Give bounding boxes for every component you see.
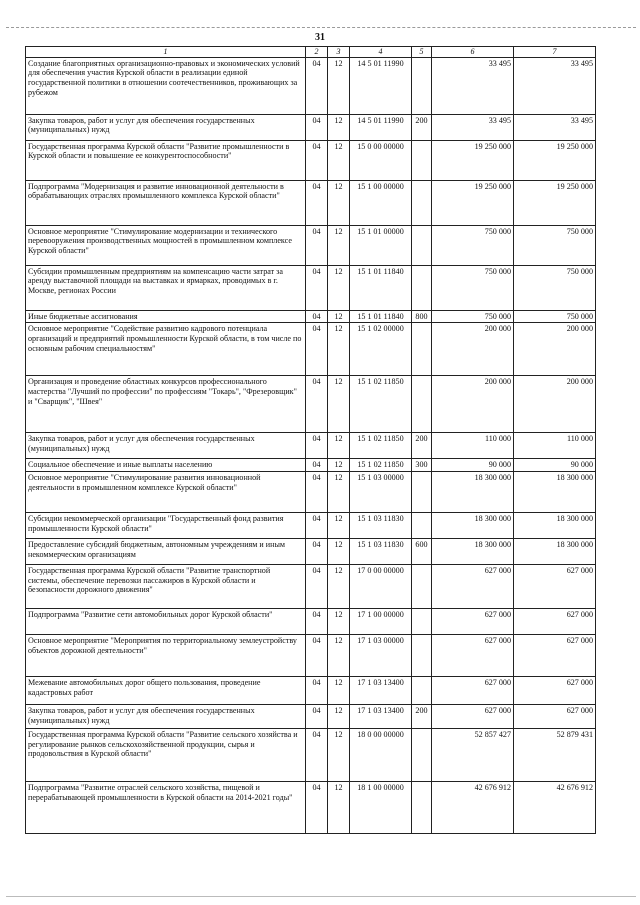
cell-subsection: 12 bbox=[328, 323, 350, 376]
cell-section: 04 bbox=[306, 180, 328, 225]
cell-target-article: 17 1 00 00000 bbox=[350, 609, 412, 635]
cell-sum-year2: 33 495 bbox=[514, 57, 596, 114]
cell-name: Основное мероприятие "Содействие развитию кадрового потенциала организаций и предприятий промышленности Курской области, в том числе по основным рабочим специальностям" bbox=[26, 323, 306, 376]
cell-section: 04 bbox=[306, 310, 328, 323]
cell-sum-year2: 200 000 bbox=[514, 376, 596, 433]
cell-target-article: 18 1 00 00000 bbox=[350, 782, 412, 834]
table-row bbox=[26, 323, 596, 376]
cell-section: 04 bbox=[306, 539, 328, 565]
table-row bbox=[26, 57, 596, 114]
col-header-name: 1 bbox=[26, 47, 306, 58]
cell-name: Государственная программа Курской области "Развитие сельского хозяйства и регулирование рынков сельскохозяйственной продукции, сырья и продовольствия в Курской области" bbox=[26, 729, 306, 782]
cell-sum-year2: 627 000 bbox=[514, 635, 596, 677]
table-row bbox=[26, 310, 596, 323]
cell-subsection: 12 bbox=[328, 310, 350, 323]
cell-expense-type bbox=[412, 472, 432, 513]
table-row bbox=[26, 609, 596, 635]
cell-section: 04 bbox=[306, 114, 328, 140]
cell-sum-year2: 750 000 bbox=[514, 310, 596, 323]
cell-subsection: 12 bbox=[328, 513, 350, 539]
cell-sum-year1: 750 000 bbox=[432, 265, 514, 310]
cell-expense-type: 200 bbox=[412, 433, 432, 459]
cell-expense-type: 600 bbox=[412, 539, 432, 565]
cell-expense-type bbox=[412, 565, 432, 609]
cell-section: 04 bbox=[306, 376, 328, 433]
col-header-sum-year2: 7 bbox=[514, 47, 596, 58]
budget-table bbox=[25, 46, 596, 834]
cell-sum-year1: 42 676 912 bbox=[432, 782, 514, 834]
cell-sum-year1: 750 000 bbox=[432, 225, 514, 265]
cell-name: Государственная программа Курской области "Развитие транспортной системы, обеспечение перевозки пассажиров в Курской области и безопасности дорожного движения" bbox=[26, 565, 306, 609]
cell-target-article: 14 5 01 11990 bbox=[350, 114, 412, 140]
cell-subsection: 12 bbox=[328, 114, 350, 140]
table-row bbox=[26, 729, 596, 782]
cell-section: 04 bbox=[306, 323, 328, 376]
cell-subsection: 12 bbox=[328, 539, 350, 565]
cell-sum-year1: 18 300 000 bbox=[432, 513, 514, 539]
cell-expense-type bbox=[412, 140, 432, 180]
table-row bbox=[26, 376, 596, 433]
cell-sum-year2: 627 000 bbox=[514, 609, 596, 635]
cell-target-article: 15 1 02 11850 bbox=[350, 376, 412, 433]
page-number: 31 bbox=[315, 32, 325, 43]
cell-sum-year1: 90 000 bbox=[432, 459, 514, 472]
table-row bbox=[26, 539, 596, 565]
cell-sum-year1: 19 250 000 bbox=[432, 140, 514, 180]
top-divider bbox=[6, 27, 636, 28]
cell-expense-type bbox=[412, 513, 432, 539]
col-header-target-article: 4 bbox=[350, 47, 412, 58]
cell-expense-type bbox=[412, 782, 432, 834]
cell-target-article: 15 1 01 00000 bbox=[350, 225, 412, 265]
table-row bbox=[26, 140, 596, 180]
cell-target-article: 15 1 02 00000 bbox=[350, 323, 412, 376]
cell-section: 04 bbox=[306, 433, 328, 459]
cell-name: Подпрограмма "Развитие сети автомобильных дорог Курской области" bbox=[26, 609, 306, 635]
cell-subsection: 12 bbox=[328, 265, 350, 310]
cell-sum-year1: 18 300 000 bbox=[432, 539, 514, 565]
cell-expense-type bbox=[412, 265, 432, 310]
cell-name: Предоставление субсидий бюджетным, автономным учреждениям и иным некоммерческим организациям bbox=[26, 539, 306, 565]
table-row bbox=[26, 635, 596, 677]
cell-name: Создание благоприятных организационно-правовых и экономических условий для обеспечения участия Курской области в реализации единой государственной политики в отношении соотечественников, проживающих за рубежом bbox=[26, 57, 306, 114]
cell-sum-year2: 42 676 912 bbox=[514, 782, 596, 834]
cell-subsection: 12 bbox=[328, 225, 350, 265]
cell-sum-year1: 627 000 bbox=[432, 609, 514, 635]
cell-subsection: 12 bbox=[328, 729, 350, 782]
cell-sum-year1: 200 000 bbox=[432, 376, 514, 433]
cell-sum-year1: 750 000 bbox=[432, 310, 514, 323]
cell-subsection: 12 bbox=[328, 180, 350, 225]
cell-sum-year2: 52 879 431 bbox=[514, 729, 596, 782]
table-row bbox=[26, 433, 596, 459]
cell-sum-year2: 110 000 bbox=[514, 433, 596, 459]
cell-name: Подпрограмма "Модернизация и развитие инновационной деятельности в обрабатывающих отраслях промышленного комплекса Курской области" bbox=[26, 180, 306, 225]
cell-target-article: 18 0 00 00000 bbox=[350, 729, 412, 782]
cell-expense-type: 800 bbox=[412, 310, 432, 323]
cell-sum-year2: 627 000 bbox=[514, 705, 596, 729]
cell-subsection: 12 bbox=[328, 459, 350, 472]
cell-sum-year1: 33 495 bbox=[432, 114, 514, 140]
cell-subsection: 12 bbox=[328, 472, 350, 513]
cell-subsection: 12 bbox=[328, 609, 350, 635]
cell-subsection: 12 bbox=[328, 677, 350, 705]
cell-name: Основное мероприятие "Мероприятия по территориальному землеустройству объектов дорожной деятельности" bbox=[26, 635, 306, 677]
cell-sum-year2: 200 000 bbox=[514, 323, 596, 376]
table-row bbox=[26, 565, 596, 609]
col-header-subsection: 3 bbox=[328, 47, 350, 58]
cell-target-article: 14 5 01 11990 bbox=[350, 57, 412, 114]
cell-expense-type bbox=[412, 57, 432, 114]
cell-name: Субсидии промышленным предприятиям на компенсацию части затрат за аренду выставочной площади на выставках и ярмарках, проводимых в г. Москве, регионах России bbox=[26, 265, 306, 310]
cell-sum-year2: 18 300 000 bbox=[514, 513, 596, 539]
cell-name: Социальное обеспечение и иные выплаты населению bbox=[26, 459, 306, 472]
cell-section: 04 bbox=[306, 57, 328, 114]
cell-section: 04 bbox=[306, 472, 328, 513]
cell-expense-type: 200 bbox=[412, 114, 432, 140]
cell-subsection: 12 bbox=[328, 635, 350, 677]
cell-section: 04 bbox=[306, 677, 328, 705]
cell-section: 04 bbox=[306, 225, 328, 265]
cell-expense-type: 300 bbox=[412, 459, 432, 472]
cell-name: Государственная программа Курской области "Развитие промышленности в Курской области и повышение ее конкурентоспособности" bbox=[26, 140, 306, 180]
cell-name: Основное мероприятие "Стимулирование модернизации и технического перевооружения производственных мощностей в промышленном комплексе Курской области" bbox=[26, 225, 306, 265]
cell-sum-year2: 627 000 bbox=[514, 677, 596, 705]
cell-target-article: 15 1 01 11840 bbox=[350, 265, 412, 310]
col-header-expense-type: 5 bbox=[412, 47, 432, 58]
cell-name: Закупка товаров, работ и услуг для обеспечения государственных (муниципальных) нужд bbox=[26, 433, 306, 459]
cell-sum-year2: 18 300 000 bbox=[514, 539, 596, 565]
cell-expense-type bbox=[412, 376, 432, 433]
cell-name: Субсидии некоммерческой организации "Государственный фонд развития промышленности Курской области" bbox=[26, 513, 306, 539]
cell-section: 04 bbox=[306, 513, 328, 539]
bottom-divider bbox=[6, 896, 636, 897]
header-row bbox=[26, 47, 596, 58]
cell-name: Закупка товаров, работ и услуг для обеспечения государственных (муниципальных) нужд bbox=[26, 114, 306, 140]
cell-subsection: 12 bbox=[328, 376, 350, 433]
table-row bbox=[26, 114, 596, 140]
cell-target-article: 15 1 00 00000 bbox=[350, 180, 412, 225]
cell-expense-type bbox=[412, 225, 432, 265]
cell-section: 04 bbox=[306, 140, 328, 180]
cell-name: Закупка товаров, работ и услуг для обеспечения государственных (муниципальных) нужд bbox=[26, 705, 306, 729]
cell-target-article: 15 1 01 11840 bbox=[350, 310, 412, 323]
table-row bbox=[26, 180, 596, 225]
cell-name: Подпрограмма "Развитие отраслей сельского хозяйства, пищевой и перерабатывающей промышленности в Курской области на 2014-2021 годы" bbox=[26, 782, 306, 834]
cell-sum-year1: 627 000 bbox=[432, 705, 514, 729]
cell-expense-type: 200 bbox=[412, 705, 432, 729]
cell-expense-type bbox=[412, 635, 432, 677]
cell-subsection: 12 bbox=[328, 433, 350, 459]
table-row bbox=[26, 677, 596, 705]
cell-expense-type bbox=[412, 677, 432, 705]
cell-subsection: 12 bbox=[328, 565, 350, 609]
cell-target-article: 15 1 03 00000 bbox=[350, 472, 412, 513]
cell-name: Основное мероприятие "Стимулирование развития инновационной деятельности в промышленном комплексе Курской области" bbox=[26, 472, 306, 513]
cell-section: 04 bbox=[306, 565, 328, 609]
table-row bbox=[26, 472, 596, 513]
cell-sum-year1: 33 495 bbox=[432, 57, 514, 114]
cell-sum-year2: 750 000 bbox=[514, 225, 596, 265]
cell-target-article: 15 1 02 11850 bbox=[350, 433, 412, 459]
cell-sum-year1: 627 000 bbox=[432, 565, 514, 609]
cell-sum-year2: 90 000 bbox=[514, 459, 596, 472]
table-row bbox=[26, 225, 596, 265]
cell-section: 04 bbox=[306, 635, 328, 677]
cell-name: Межевание автомобильных дорог общего пользования, проведение кадастровых работ bbox=[26, 677, 306, 705]
cell-sum-year1: 200 000 bbox=[432, 323, 514, 376]
cell-sum-year2: 33 495 bbox=[514, 114, 596, 140]
cell-sum-year2: 19 250 000 bbox=[514, 180, 596, 225]
cell-sum-year2: 750 000 bbox=[514, 265, 596, 310]
cell-expense-type bbox=[412, 180, 432, 225]
cell-name: Организация и проведение областных конкурсов профессионального мастерства "Лучший по профессии" по профессиям "Токарь", "Фрезеровщик" и "Сварщик", "Швея" bbox=[26, 376, 306, 433]
table-row bbox=[26, 705, 596, 729]
table-row bbox=[26, 782, 596, 834]
cell-sum-year2: 19 250 000 bbox=[514, 140, 596, 180]
cell-target-article: 15 0 00 00000 bbox=[350, 140, 412, 180]
col-header-section: 2 bbox=[306, 47, 328, 58]
cell-target-article: 17 1 03 13400 bbox=[350, 677, 412, 705]
cell-subsection: 12 bbox=[328, 705, 350, 729]
cell-sum-year1: 627 000 bbox=[432, 635, 514, 677]
cell-sum-year1: 18 300 000 bbox=[432, 472, 514, 513]
cell-section: 04 bbox=[306, 265, 328, 310]
table-row bbox=[26, 459, 596, 472]
cell-subsection: 12 bbox=[328, 57, 350, 114]
cell-target-article: 15 1 03 11830 bbox=[350, 539, 412, 565]
cell-expense-type bbox=[412, 729, 432, 782]
cell-subsection: 12 bbox=[328, 140, 350, 180]
cell-target-article: 17 1 03 00000 bbox=[350, 635, 412, 677]
cell-section: 04 bbox=[306, 609, 328, 635]
cell-sum-year1: 52 857 427 bbox=[432, 729, 514, 782]
cell-expense-type bbox=[412, 609, 432, 635]
cell-target-article: 17 0 00 00000 bbox=[350, 565, 412, 609]
cell-sum-year2: 18 300 000 bbox=[514, 472, 596, 513]
cell-target-article: 15 1 03 11830 bbox=[350, 513, 412, 539]
cell-section: 04 bbox=[306, 729, 328, 782]
table-row bbox=[26, 265, 596, 310]
cell-expense-type bbox=[412, 323, 432, 376]
cell-section: 04 bbox=[306, 459, 328, 472]
cell-subsection: 12 bbox=[328, 782, 350, 834]
cell-section: 04 bbox=[306, 705, 328, 729]
cell-section: 04 bbox=[306, 782, 328, 834]
cell-sum-year1: 627 000 bbox=[432, 677, 514, 705]
col-header-sum-year1: 6 bbox=[432, 47, 514, 58]
cell-sum-year1: 110 000 bbox=[432, 433, 514, 459]
table-row bbox=[26, 513, 596, 539]
cell-sum-year1: 19 250 000 bbox=[432, 180, 514, 225]
cell-target-article: 15 1 02 11850 bbox=[350, 459, 412, 472]
cell-name: Иные бюджетные ассигнования bbox=[26, 310, 306, 323]
cell-target-article: 17 1 03 13400 bbox=[350, 705, 412, 729]
cell-sum-year2: 627 000 bbox=[514, 565, 596, 609]
